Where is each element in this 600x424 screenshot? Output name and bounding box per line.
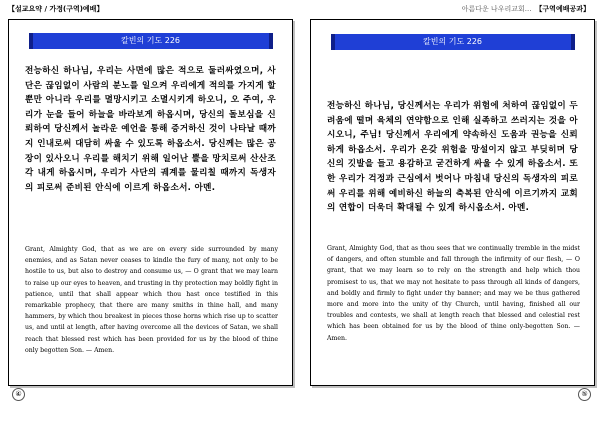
header-right [462, 4, 590, 14]
right-english-prayer: Grant, Almighty God, that as thou sees that we continually tremble in the midst of dangers, and often stumble and fall through the infirmity of our flesh, — O grant, that we may learn so to rely on the strength and help which thou promisest to us, that we may not hesitate to pass through all kinds of dangers, and boldly and firmly to fight under thy banner; and may we be thus gathered more and more into the unity of thy Church, until having, finished all our troubles and contests, we shall at length reach that blessed and celestial rest which has been obtained for us by the blood of thine only-begotten Son. — Amen. [327, 245, 580, 342]
right-page [310, 19, 595, 386]
left-korean-prayer: 전능하신 하나님, 우리는 사면에 많은 적으로 둘러싸였으며, 사단은 끊임없이 사람의 분노를 일으켜 우리에게 적의를 가지게 할 뿐만 아니라 우리를 멸망시키고 소멸시키게 하오니, 오 주여, 우리가 눈을 들어 하늘을 바라보게 하옵시며, 당신의 돌보심을 신뢰하여 당신께서 놀라운 예언을 통해 증거하신 것이 나타날 때까지 인내로써 대담히 싸울 수 있도록 하옵소서. 당신께는 많은 공장이 있사오니 우리를 해치기 위해 일어난 뿔을 망치로써 산산조각 내게 하옵시며, 우리가 사단의 궤계를 물리칠 때까지 독생자의 피로써 준비된 안식에 이르게 하옵소서. 아멘. [25, 66, 276, 193]
left-english-prayer: Grant, Almighty God, that as we are on every side surrounded by many enemies, and as Satan never ceases to kindle the fury of many, not only to be hostile to us, but also to destroy and consume us, — O grant that we may learn to raise up our eyes to heaven, and trusting in thy protection may boldly fight in patience, until that shall appear which thou hast once testified in this remarkable prophecy, that there are many smiths in thine hall, and many hammers, by which thou breakest in pieces those horns which rise up to scatter us, and until at length, after having overcome all the devices of Satan, we shall reach that blessed rest which has been provided for us by the blood of thine only begotten Son. — Amen. [25, 246, 278, 354]
header-church-name: 아름다운 나우리교회... [461, 5, 532, 13]
right-korean-prayer: 전능하신 하나님, 당신께서는 우리가 위험에 처하여 끊임없이 두려움에 떨며 육체의 연약함으로 인해 실족하고 쓰러지는 것을 아시오니, 주님! 당신께서 우리에게 약속하신 도움과 권능을 신뢰하게 하옵소서. 우리가 온갖 위험을 망설이지 않고 부딪히며 당신의 깃발을 들고 용감하고 굳건하게 싸울 수 있게 하옵소서. 또한 우리가 걱정과 근심에서 벗어나 마침내 당신의 독생자의 피로써 우리를 위해 예비하신 하늘의 축복된 안식에 이르기까지 교회의 연합이 더욱더 확대될 수 있게 하시옵소서. 아멘. [327, 101, 578, 214]
left-page-number: ④ [12, 388, 25, 401]
left-page [8, 19, 293, 386]
left-page-title: 칼빈의 기도 226 [29, 33, 273, 49]
header-left-label: 【설교요약 / 가정(구역)예배】 [8, 5, 104, 13]
header-right-label: 【구역예배공과】 [535, 5, 590, 13]
right-page-number: ⑤ [578, 388, 591, 401]
right-page-title: 칼빈의 기도 226 [331, 34, 575, 50]
